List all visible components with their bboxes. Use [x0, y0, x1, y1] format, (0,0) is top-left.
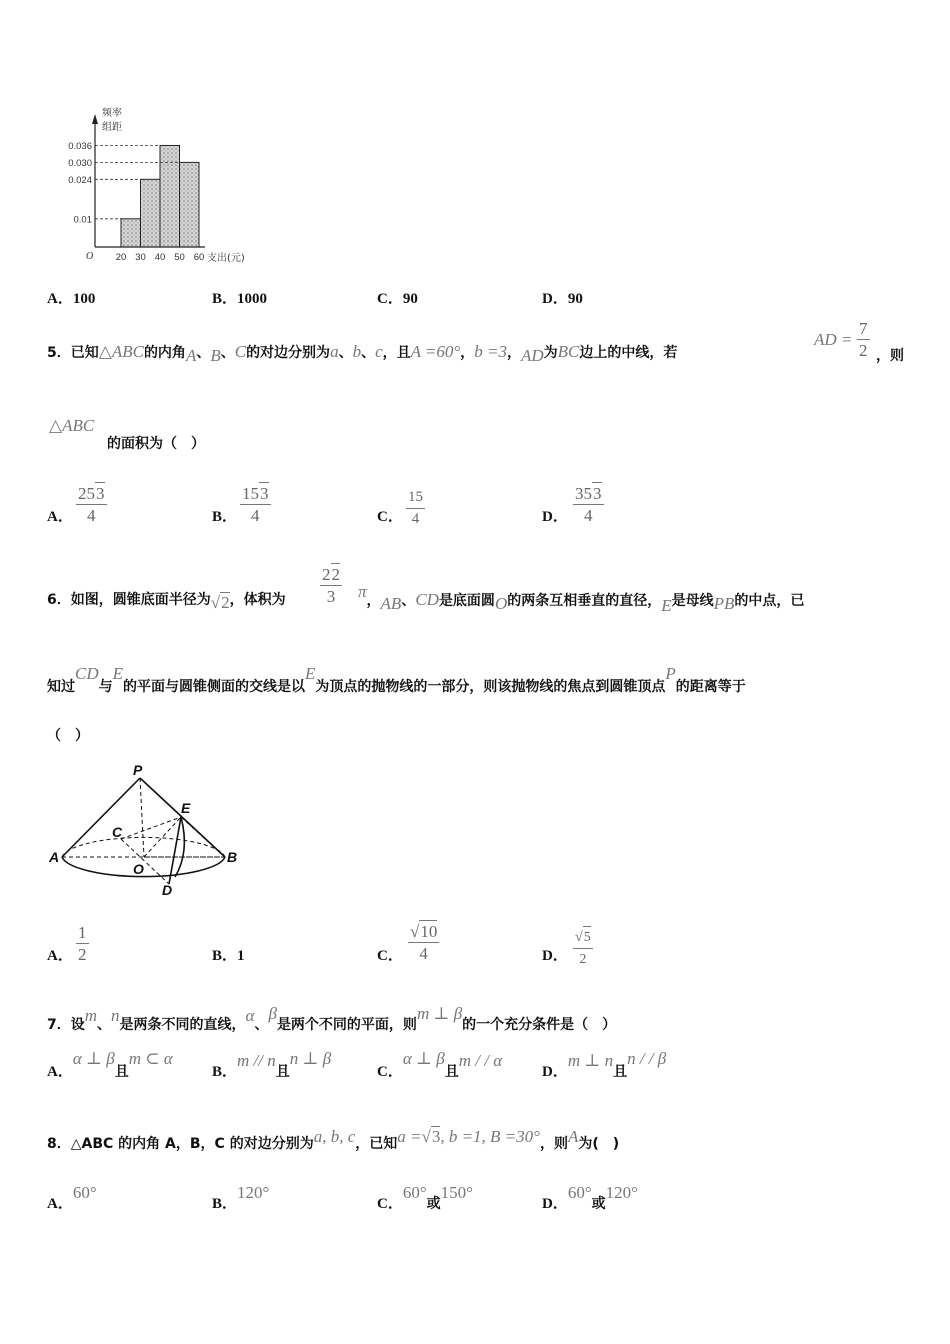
q6-option-a[interactable]: A．: [47, 948, 73, 964]
q8-stem: 8．△ABC 的内角 A，B，C 的对边分别为a, b, c，已知a =√3, b =1, B =30°，则A为( ): [47, 1127, 620, 1152]
hist-bar: [160, 145, 180, 247]
q4-option-c[interactable]: [377, 287, 418, 308]
q5-option-a-value: $\frac{253}{4}$: [78, 484, 105, 525]
q6-option-d[interactable]: D．: [542, 948, 568, 964]
q6-stem-line2: 知过CD与E的平面与圆锥侧面的交线是以E为顶点的抛物线的一部分，则该抛物线的焦点到圆锥顶点P的距离等于: [47, 664, 746, 695]
q8-option-a[interactable]: A．60°: [47, 1183, 97, 1212]
ylabel-top: 频率: [102, 108, 122, 119]
label-d: D: [162, 882, 173, 898]
q5-stem-line1: 5．已知△ABC的内角A、B、C的对边分别为a、b、c，且A =60°，b =3，AD为BC边上的中线，若: [47, 342, 678, 365]
y-tick-label: 0.024: [68, 174, 92, 186]
label-o: O: [133, 861, 144, 877]
q5-option-c-value: $\frac{15}{4}$: [408, 489, 423, 527]
q6-option-d-value: $\frac{√5}{2}$: [573, 926, 593, 970]
x-tick-label: 50: [174, 252, 185, 263]
q6-option-a-value: $\frac{1}{2}$: [78, 923, 87, 964]
q6-option-c[interactable]: C．: [377, 948, 403, 964]
label-c: C: [112, 824, 123, 840]
q5-option-b-value: $\frac{153}{4}$: [242, 484, 269, 525]
y-axis-arrow: [92, 114, 98, 124]
label-b: B: [227, 849, 238, 865]
q8-option-c[interactable]: C．60°或150°: [377, 1183, 473, 1212]
x-tick-label: 40: [154, 252, 166, 263]
y-tick-label: 0.01: [73, 214, 92, 226]
xlabel: 支出(元): [207, 253, 245, 264]
q5-ad-fraction: $\frac{7}{2}$: [859, 319, 868, 360]
q4-option-d[interactable]: [542, 287, 583, 308]
hist-bar: [180, 162, 200, 247]
q7-option-b[interactable]: B．m // n且n ⊥ β: [212, 1049, 332, 1080]
q8-option-d[interactable]: D．60°或120°: [542, 1183, 638, 1212]
q6-paren: （ ）: [47, 728, 89, 744]
q5-option-c[interactable]: C．: [377, 509, 403, 525]
option-value: 1000: [237, 291, 268, 307]
q5-option-d-value: $\frac{353}{4}$: [575, 484, 602, 525]
q5-option-b[interactable]: B．: [212, 509, 238, 525]
label-a: A: [49, 849, 60, 865]
q4-option-b[interactable]: [212, 287, 267, 308]
histogram-figure: [55, 100, 265, 270]
ylabel-bottom: 组距: [102, 122, 122, 133]
hist-bar: [141, 179, 161, 247]
option-letter: C．: [377, 291, 403, 307]
option-value: 90: [402, 291, 418, 307]
x-tick-label: 30: [135, 252, 146, 263]
q6-stem-line1b: π，AB、CD是底面圆O的两条互相垂直的直径，E是母线PB的中点，已: [358, 582, 805, 615]
q6-volume-fraction: $\frac{22}{3}$: [322, 565, 340, 606]
origin-label: O: [86, 251, 94, 262]
q7-option-c[interactable]: C．α ⊥ β且m / / α: [377, 1049, 503, 1080]
q7-stem: 7．设m、n是两条不同的直线，α、β是两个不同的平面，则m ⊥ β的一个充分条件是（ ）: [47, 1004, 617, 1033]
q7-option-d[interactable]: D．m ⊥ n且n / / β: [542, 1049, 667, 1080]
label-e: E: [181, 800, 191, 816]
hist-bar: [121, 219, 141, 247]
q6-option-b[interactable]: B．1: [212, 948, 245, 964]
q6-stem-line1a: 6．如图，圆锥底面半径为√2，体积为: [47, 592, 286, 612]
cone-figure: [45, 762, 245, 902]
option-letter: B．: [212, 291, 238, 307]
q5-ad-lhs: AD =: [814, 330, 853, 349]
x-tick-label: 20: [115, 252, 127, 263]
q5-triangle: △ABC: [49, 416, 95, 435]
option-letter: D．: [542, 291, 568, 307]
q8-option-b[interactable]: B．120°: [212, 1183, 270, 1212]
q6-option-c-value: $\frac{√10}{4}$: [410, 922, 438, 963]
y-tick-label: 0.036: [68, 140, 92, 152]
option-value: 90: [567, 291, 583, 307]
label-p: P: [133, 762, 143, 778]
q5-option-d[interactable]: D．: [542, 509, 568, 525]
option-value: 100: [72, 291, 96, 307]
q5-text-then: ，则: [876, 348, 904, 364]
q7-option-a[interactable]: A．α ⊥ β且m ⊂ α: [47, 1049, 173, 1080]
y-tick-label: 0.030: [68, 157, 92, 169]
option-letter: A．: [47, 291, 73, 307]
q4-option-a[interactable]: [47, 287, 95, 308]
x-tick-label: 60: [193, 252, 205, 263]
q5-area-question: 的面积为（ ）: [107, 436, 205, 452]
q5-option-a[interactable]: A．: [47, 509, 73, 525]
